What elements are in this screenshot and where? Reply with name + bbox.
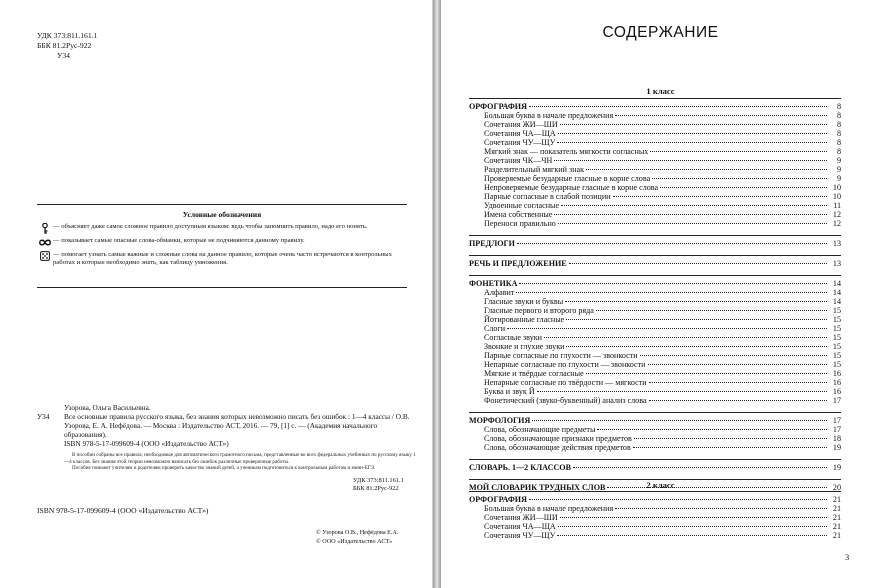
toc-page: 15 bbox=[832, 333, 841, 342]
legend-text: — объясняет даже самое сложное правило доступным языком: ведь чтобы запомнить правило, надо его понять. bbox=[53, 223, 368, 230]
toc-leader bbox=[634, 438, 827, 439]
toc-leader bbox=[640, 355, 827, 356]
toc-entry[interactable] bbox=[469, 219, 841, 228]
toc-section[interactable] bbox=[469, 495, 841, 504]
toc-section[interactable] bbox=[469, 463, 841, 472]
toc-leader bbox=[586, 169, 827, 170]
catalog-code: У34 bbox=[37, 412, 50, 421]
toc-leader bbox=[597, 429, 827, 430]
toc-leader bbox=[507, 328, 827, 329]
toc-entry[interactable] bbox=[469, 315, 841, 324]
toc-leader bbox=[554, 214, 827, 215]
toc-page: 9 bbox=[836, 174, 841, 183]
toc-entry[interactable] bbox=[469, 174, 841, 183]
key-icon bbox=[37, 223, 53, 233]
toc-entry[interactable] bbox=[469, 147, 841, 156]
legend-title: Условные обозначения bbox=[182, 210, 262, 219]
toc-leader bbox=[537, 391, 827, 392]
toc-page: 15 bbox=[832, 306, 841, 315]
catalog-udk bbox=[37, 477, 417, 493]
toc-page: 14 bbox=[832, 279, 841, 288]
author-code: У34 bbox=[57, 51, 70, 60]
toc-page: 12 bbox=[832, 219, 841, 228]
toc-label: СЛОВАРЬ. 1—2 КЛАССОВ bbox=[469, 463, 571, 472]
toc-entry[interactable] bbox=[469, 111, 841, 120]
toc-page: 21 bbox=[832, 504, 841, 513]
toc-entry[interactable] bbox=[469, 434, 841, 443]
catalog-annotation bbox=[37, 452, 417, 472]
udk-line: УДК 373:811.161.1 bbox=[37, 31, 98, 40]
toc-label: Сочетания ЧУ—ЩУ bbox=[484, 531, 556, 540]
toc-label: ПРЕДЛОГИ bbox=[469, 239, 515, 248]
toc-entry[interactable] bbox=[469, 297, 841, 306]
toc-entry[interactable] bbox=[469, 306, 841, 315]
book-gutter bbox=[433, 0, 441, 588]
toc-page: 20 bbox=[832, 483, 841, 492]
toc-leader bbox=[517, 243, 827, 244]
page-title: СОДЕРЖАНИЕ bbox=[602, 24, 719, 41]
toc-label: Гласные первого и второго ряда bbox=[484, 306, 594, 315]
toc-entry[interactable] bbox=[469, 360, 841, 369]
toc-leader bbox=[557, 535, 827, 536]
toc-leader bbox=[557, 142, 827, 143]
toc-page: 15 bbox=[832, 324, 841, 333]
toc-label: МОЙ СЛОВАРИК ТРУДНЫХ СЛОВ bbox=[469, 483, 606, 492]
toc-page: 16 bbox=[832, 387, 841, 396]
toc-label: Разделительный мягкий знак bbox=[484, 165, 585, 174]
copyright-publisher: © ООО «Издательство АСТ» bbox=[316, 538, 393, 545]
toc-leader bbox=[652, 178, 827, 179]
left-page bbox=[0, 0, 433, 588]
toc-leader bbox=[560, 517, 827, 518]
toc-entry[interactable] bbox=[469, 369, 841, 378]
toc-section[interactable] bbox=[469, 239, 841, 248]
toc-leader bbox=[569, 263, 827, 264]
toc-label: Сочетания ЖИ—ШИ bbox=[484, 513, 558, 522]
toc-page: 17 bbox=[832, 425, 841, 434]
toc-leader bbox=[650, 151, 827, 152]
toc-page: 16 bbox=[832, 369, 841, 378]
catalog-isbn: ISBN 978-5-17-099609-4 (ООО «Издательство АСТ») bbox=[64, 439, 229, 448]
toc-page: 15 bbox=[832, 360, 841, 369]
toc-label: Слоги bbox=[484, 324, 506, 333]
toc-page: 8 bbox=[836, 138, 841, 147]
toc-leader bbox=[586, 373, 827, 374]
toc-page: 14 bbox=[832, 288, 841, 297]
toc-label: Большая буква в начале предложения bbox=[484, 504, 614, 513]
toc-section[interactable] bbox=[469, 259, 841, 268]
toc-entry[interactable] bbox=[469, 156, 841, 165]
right-page bbox=[441, 0, 880, 588]
toc-page: 8 bbox=[836, 120, 841, 129]
toc-page: 13 bbox=[832, 259, 841, 268]
toc-page: 19 bbox=[832, 443, 841, 452]
toc-page: 15 bbox=[832, 315, 841, 324]
toc-page: 21 bbox=[832, 522, 841, 531]
toc-entry[interactable] bbox=[469, 396, 841, 405]
toc-leader bbox=[615, 508, 827, 509]
toc-leader bbox=[560, 124, 827, 125]
toc-label: Гласные звуки и буквы bbox=[484, 297, 564, 306]
toc-entry[interactable] bbox=[469, 342, 841, 351]
toc-entry[interactable] bbox=[469, 522, 841, 531]
toc-leader bbox=[566, 346, 827, 347]
toc-label: Парные согласные по глухости — звонкости bbox=[484, 351, 638, 360]
toc-entry[interactable] bbox=[469, 387, 841, 396]
toc-label: Сочетания ЧА—ЩА bbox=[484, 522, 556, 531]
toc-entry[interactable] bbox=[469, 129, 841, 138]
toc-label: Согласные звуки bbox=[484, 333, 543, 342]
toc-label: Имена собственные bbox=[484, 210, 553, 219]
toc-entry[interactable] bbox=[469, 183, 841, 192]
toc-leader bbox=[633, 447, 827, 448]
dice-icon bbox=[37, 251, 53, 261]
annotation-paragraph: Пособие поможет учителям и родителям проверить качество знаний детей, а ученикам подготовиться к контрольным работам и мини-ЕГЭ. bbox=[72, 465, 376, 472]
legend-item bbox=[37, 251, 407, 267]
toc-grade-2 bbox=[469, 491, 841, 540]
toc-leader bbox=[596, 310, 827, 311]
copyright-authors: © Узорова О.В., Нефёдова Е.А. bbox=[316, 529, 399, 536]
toc-label: ОРФОГРАФИЯ bbox=[469, 102, 527, 111]
legend-text: — показывает самые опасные слова-обманки, которые не подчиняются данному правилу. bbox=[53, 237, 305, 244]
toc-leader bbox=[649, 382, 827, 383]
catalog-card bbox=[37, 403, 417, 493]
toc-label: Сочетания ЧУ—ЩУ bbox=[484, 138, 556, 147]
udk-line: УДК 373:811.161.1 bbox=[353, 476, 404, 484]
isbn-line: ISBN 978-5-17-099609-4 (ООО «Издательство АСТ») bbox=[37, 506, 209, 515]
toc-section[interactable] bbox=[469, 279, 841, 288]
toc-label: Мягкие и твёрдые согласные bbox=[484, 369, 584, 378]
toc-entry[interactable] bbox=[469, 165, 841, 174]
toc-leader bbox=[516, 292, 827, 293]
toc-label: Слова, обозначающие предметы bbox=[484, 425, 596, 434]
toc-page: 8 bbox=[836, 147, 841, 156]
toc-page: 9 bbox=[836, 165, 841, 174]
toc-label: МОРФОЛОГИЯ bbox=[469, 416, 531, 425]
toc-section[interactable] bbox=[469, 416, 841, 425]
toc-entry[interactable] bbox=[469, 531, 841, 540]
toc-entry[interactable] bbox=[469, 120, 841, 129]
toc-grade-1 bbox=[469, 98, 841, 492]
toc-page: 12 bbox=[832, 210, 841, 219]
grade-heading: 1 класс bbox=[646, 86, 675, 96]
udk-block bbox=[37, 31, 97, 61]
toc-label: Мягкий знак — показатель мягкости согласных bbox=[484, 147, 649, 156]
infinity-icon bbox=[37, 237, 53, 247]
toc-label: ОРФОГРАФИЯ bbox=[469, 495, 527, 504]
toc-label: Слова, обозначающие действия предметов bbox=[484, 443, 631, 452]
toc-page: 21 bbox=[832, 531, 841, 540]
toc-page: 19 bbox=[832, 463, 841, 472]
toc-leader bbox=[529, 106, 827, 107]
toc-label: Переноси правильно bbox=[484, 219, 556, 228]
toc-entry[interactable] bbox=[469, 201, 841, 210]
toc-label: ФОНЕТИКА bbox=[469, 279, 518, 288]
toc-entry[interactable] bbox=[469, 138, 841, 147]
toc-label: Сочетания ЧК—ЧН bbox=[484, 156, 553, 165]
toc-label: Фонетический (звуко-буквенный) анализ слова bbox=[484, 396, 647, 405]
toc-entry[interactable] bbox=[469, 333, 841, 342]
legend-item bbox=[37, 237, 407, 247]
toc-page: 10 bbox=[832, 192, 841, 201]
page-number: 3 bbox=[845, 553, 850, 562]
annotation-paragraph: В пособии собраны все правила, необходимые для автоматического грамотного письма, представленные во всех федеральных учебниках по русскому языку 1—4 классов. Без знания этой теории невозможно написать без ошибок различные проверочные работы. bbox=[64, 452, 416, 465]
toc-page: 16 bbox=[832, 378, 841, 387]
toc-page: 15 bbox=[832, 351, 841, 360]
toc-leader bbox=[544, 337, 827, 338]
toc-page: 18 bbox=[832, 434, 841, 443]
toc-entry[interactable] bbox=[469, 513, 841, 522]
toc-label: Удвоенные согласные bbox=[484, 201, 560, 210]
toc-label: Йотированные гласные bbox=[484, 315, 565, 324]
toc-page: 21 bbox=[832, 513, 841, 522]
toc-leader bbox=[554, 160, 827, 161]
toc-section[interactable] bbox=[469, 102, 841, 111]
toc-label: Большая буква в начале предложения bbox=[484, 111, 614, 120]
toc-page: 8 bbox=[836, 129, 841, 138]
catalog-description: Все основные правила русского языка, без знания которых невозможно писать без ошибок : 1—4 классы / О.В. Узорова, Е. А. Нефёдова. — Москва : Издательство АСТ, 2016. — 79, [1] с. — (Академия начального образования). bbox=[64, 412, 410, 439]
bbk-line: ББК 81.2Рус-922 bbox=[37, 41, 92, 50]
toc-label: Слова, обозначающие признаки предметов bbox=[484, 434, 632, 443]
legend-box bbox=[37, 204, 407, 288]
toc-leader bbox=[649, 400, 827, 401]
legend-item bbox=[37, 223, 407, 233]
toc-leader bbox=[529, 499, 827, 500]
toc-label: Буква и звук Й bbox=[484, 387, 535, 396]
toc-label: Алфавит bbox=[484, 288, 515, 297]
bbk-line: ББК 81.2Рус-922 bbox=[353, 484, 399, 492]
toc-label: Проверяемые безударные гласные в корне слова bbox=[484, 174, 651, 183]
toc-leader bbox=[558, 133, 827, 134]
toc-entry[interactable] bbox=[469, 351, 841, 360]
toc-leader bbox=[613, 196, 827, 197]
toc-label: Сочетания ЖИ—ШИ bbox=[484, 120, 558, 129]
toc-entry[interactable] bbox=[469, 378, 841, 387]
toc-page: 8 bbox=[836, 111, 841, 120]
grade-heading: 2 класс bbox=[646, 480, 675, 490]
toc-label: РЕЧЬ И ПРЕДЛОЖЕНИЕ bbox=[469, 259, 567, 268]
toc-leader bbox=[565, 301, 827, 302]
toc-leader bbox=[573, 467, 827, 468]
toc-label: Звонкие и глухие звуки bbox=[484, 342, 565, 351]
toc-leader bbox=[660, 187, 827, 188]
catalog-author: Узорова, Ольга Васильевна. bbox=[64, 403, 151, 412]
toc-entry[interactable] bbox=[469, 504, 841, 513]
legend-text: — помогает узнать самые важные и сложные слова на данное правило, которые очень часто встречаются в контрольных работах и которые необходимо знать, как таблицу умножения. bbox=[53, 251, 392, 267]
toc-page: 21 bbox=[832, 495, 841, 504]
toc-leader bbox=[519, 283, 827, 284]
toc-leader bbox=[648, 364, 827, 365]
toc-leader bbox=[615, 115, 827, 116]
copyright bbox=[316, 528, 398, 546]
toc-label: Непроверяемые безударные гласные в корне слова bbox=[484, 183, 659, 192]
toc-entry[interactable] bbox=[469, 425, 841, 434]
toc-page: 14 bbox=[832, 297, 841, 306]
toc-label: Непарные согласные по глухости — звонкости bbox=[484, 360, 646, 369]
toc-entry[interactable] bbox=[469, 288, 841, 297]
toc-label: Сочетания ЧА—ЩА bbox=[484, 129, 556, 138]
toc-page: 17 bbox=[832, 416, 841, 425]
toc-leader bbox=[566, 319, 827, 320]
toc-leader bbox=[558, 526, 827, 527]
toc-entry[interactable] bbox=[469, 210, 841, 219]
toc-page: 11 bbox=[833, 201, 841, 210]
toc-page: 15 bbox=[832, 342, 841, 351]
toc-page: 9 bbox=[836, 156, 841, 165]
toc-entry[interactable] bbox=[469, 192, 841, 201]
toc-leader bbox=[558, 223, 827, 224]
toc-leader bbox=[532, 420, 827, 421]
toc-entry[interactable] bbox=[469, 324, 841, 333]
toc-entry[interactable] bbox=[469, 443, 841, 452]
toc-page: 13 bbox=[832, 239, 841, 248]
toc-label: Непарные согласные по твёрдости — мягкости bbox=[484, 378, 647, 387]
toc-page: 17 bbox=[832, 396, 841, 405]
toc-label: Парные согласные в слабой позиции bbox=[484, 192, 611, 201]
toc-page: 8 bbox=[836, 102, 841, 111]
toc-leader bbox=[561, 205, 827, 206]
toc-page: 10 bbox=[832, 183, 841, 192]
catalog-entry bbox=[37, 412, 417, 439]
